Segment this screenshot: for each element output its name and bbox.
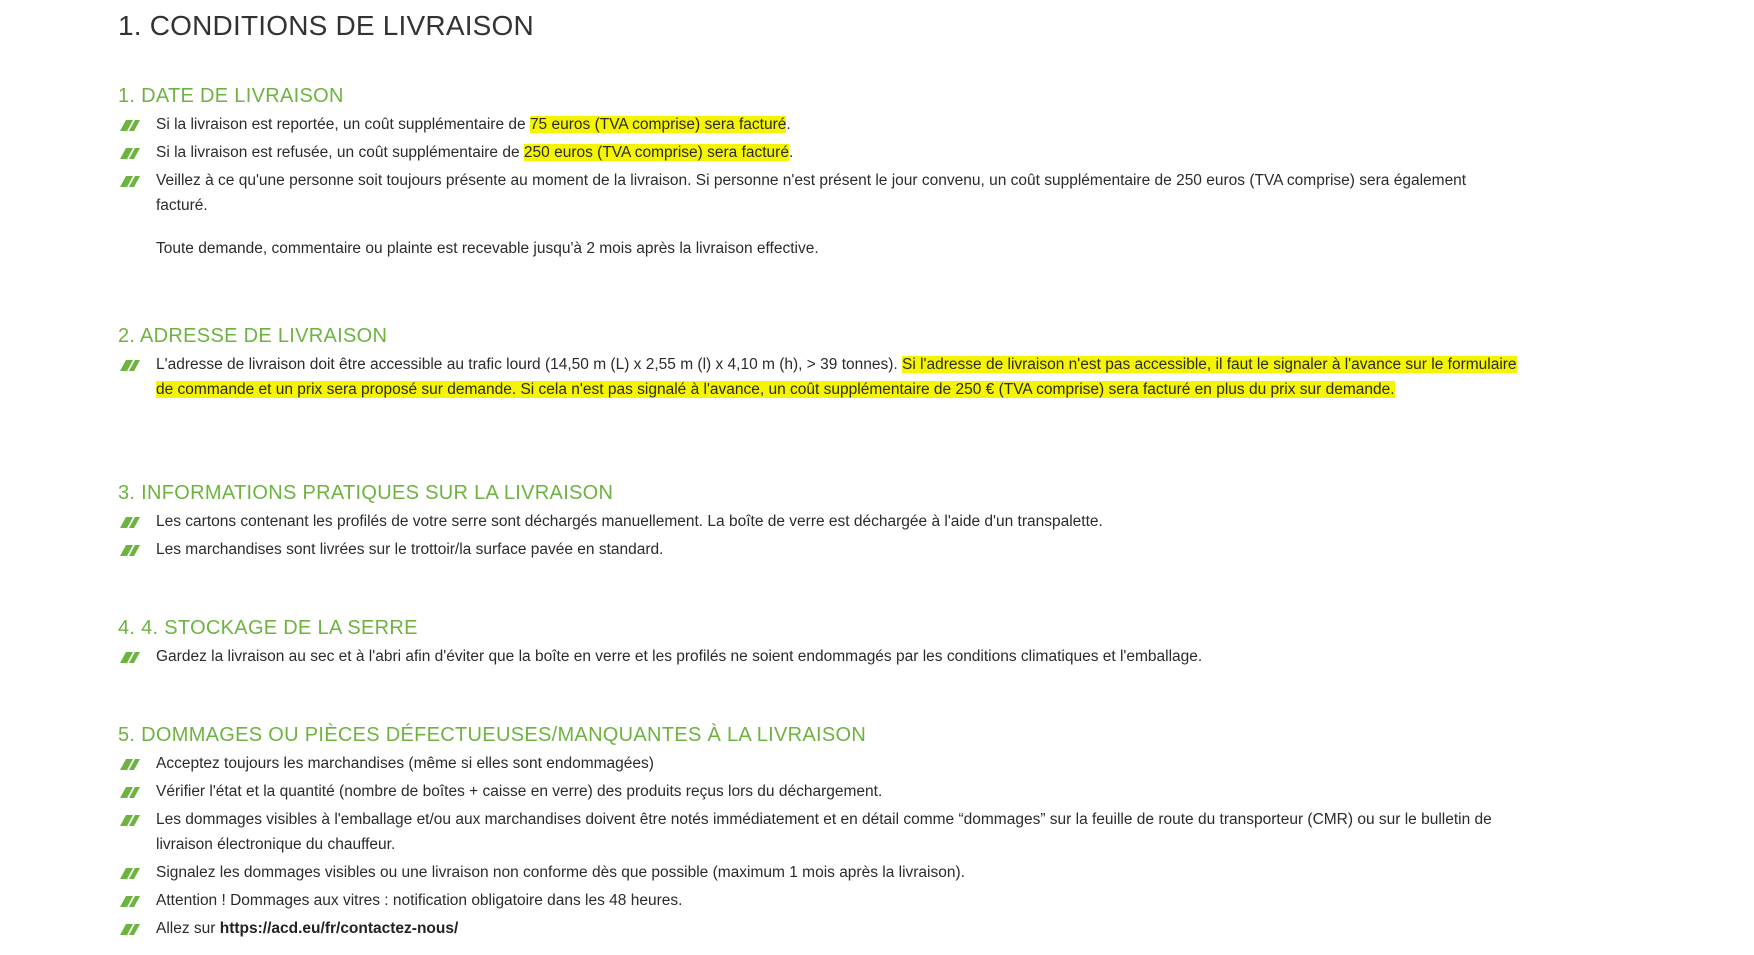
list-item: Signalez les dommages visibles ou une livraison non conforme dès que possible (maximum 1 mois après la livraison). <box>118 860 1518 885</box>
green-slash-bullet-icon <box>120 120 140 131</box>
highlighted-text: 75 euros (TVA comprise) sera facturé <box>529 116 787 133</box>
bullet-list-storage <box>118 644 1518 669</box>
green-slash-bullet-icon <box>120 924 140 935</box>
section-address <box>118 320 1518 405</box>
list-item: Les cartons contenant les profilés de votre serre sont déchargés manuellement. La boîte de verre est déchargée à l'aide d'un transpalette. <box>118 509 1518 534</box>
list-item: Vérifier l'état et la quantité (nombre de boîtes + caisse en verre) des produits reçus lors du déchargement. <box>118 779 1518 804</box>
list-item: Allez sur https://acd.eu/fr/contactez-nous/ <box>118 916 1518 941</box>
section-heading-storage: 4. 4. STOCKAGE DE LA SERRE <box>118 617 418 639</box>
green-slash-bullet-icon <box>120 787 140 798</box>
green-slash-bullet-icon <box>120 868 140 879</box>
section-heading-date: 1. DATE DE LIVRAISON <box>118 85 344 107</box>
highlighted-text: Si l'adresse de livraison n'est pas accessible, il faut le signaler à l'avance sur le formulaire de commande et un prix sera proposé sur demande. Si cela n'est pas signalé à l'avance, un coût supplémentaire de 250 € (TVA comprise) sera facturé en plus du prix sur demande. <box>156 356 1517 398</box>
section-date <box>118 80 1518 261</box>
bullet-list-damage <box>118 751 1518 941</box>
green-slash-bullet-icon <box>120 148 140 159</box>
list-item: Les dommages visibles à l'emballage et/ou aux marchandises doivent être notés immédiatement et en détail comme “dommages” sur la feuille de route du transporteur (CMR) ou sur le bulletin de livraison électronique du chauffeur. <box>118 807 1518 857</box>
section-heading-info: 3. INFORMATIONS PRATIQUES SUR LA LIVRAISON <box>118 482 614 504</box>
section-damage <box>118 719 1518 944</box>
bullet-list-address <box>118 352 1518 402</box>
list-item: Gardez la livraison au sec et à l'abri afin d'éviter que la boîte en verre et les profilés ne soient endommagés par les conditions climatiques et l'emballage. <box>118 644 1518 669</box>
list-item: Les marchandises sont livrées sur le trottoir/la surface pavée en standard. <box>118 537 1518 562</box>
delivery-note: Toute demande, commentaire ou plainte est recevable jusqu'à 2 mois après la livraison effective. <box>156 240 819 257</box>
list-item: Si la livraison est refusée, un coût supplémentaire de 250 euros (TVA comprise) sera facturé. <box>118 140 1518 165</box>
green-slash-bullet-icon <box>120 176 140 187</box>
highlighted-text: 250 euros (TVA comprise) sera facturé <box>523 144 789 161</box>
green-slash-bullet-icon <box>120 360 140 371</box>
bullet-list-info <box>118 509 1518 562</box>
section-info <box>118 477 1518 565</box>
green-slash-bullet-icon <box>120 896 140 907</box>
green-slash-bullet-icon <box>120 815 140 826</box>
page-title: 1. CONDITIONS DE LIVRAISON <box>118 10 534 41</box>
section-heading-damage: 5. DOMMAGES OU PIÈCES DÉFECTUEUSES/MANQUANTES À LA LIVRAISON <box>118 724 867 746</box>
list-item: L'adresse de livraison doit être accessible au trafic lourd (14,50 m (L) x 2,55 m (l) x 4,10 m (h), > 39 tonnes). Si l'adresse de livraison n'est pas accessible, il faut le signaler à l'avance sur le formulaire de commande et un prix sera proposé sur demande. Si cela n'est pas signalé à l'avance, un coût supplémentaire de 250 € (TVA comprise) sera facturé en plus du prix sur demande. <box>118 352 1518 402</box>
list-item: Attention ! Dommages aux vitres : notification obligatoire dans les 48 heures. <box>118 888 1518 913</box>
section-heading-address: 2. ADRESSE DE LIVRAISON <box>118 325 388 347</box>
list-item: Acceptez toujours les marchandises (même si elles sont endommagées) <box>118 751 1518 776</box>
green-slash-bullet-icon <box>120 517 140 528</box>
green-slash-bullet-icon <box>120 652 140 663</box>
section-storage <box>118 612 1518 672</box>
bullet-list-date <box>118 112 1518 218</box>
green-slash-bullet-icon <box>120 545 140 556</box>
contact-link[interactable]: https://acd.eu/fr/contactez-nous/ <box>219 920 459 937</box>
green-slash-bullet-icon <box>120 759 140 770</box>
list-item: Si la livraison est reportée, un coût supplémentaire de 75 euros (TVA comprise) sera facturé. <box>118 112 1518 137</box>
list-item: Veillez à ce qu'une personne soit toujours présente au moment de la livraison. Si personne n'est présent le jour convenu, un coût supplémentaire de 250 euros (TVA comprise) sera également facturé. <box>118 168 1518 218</box>
